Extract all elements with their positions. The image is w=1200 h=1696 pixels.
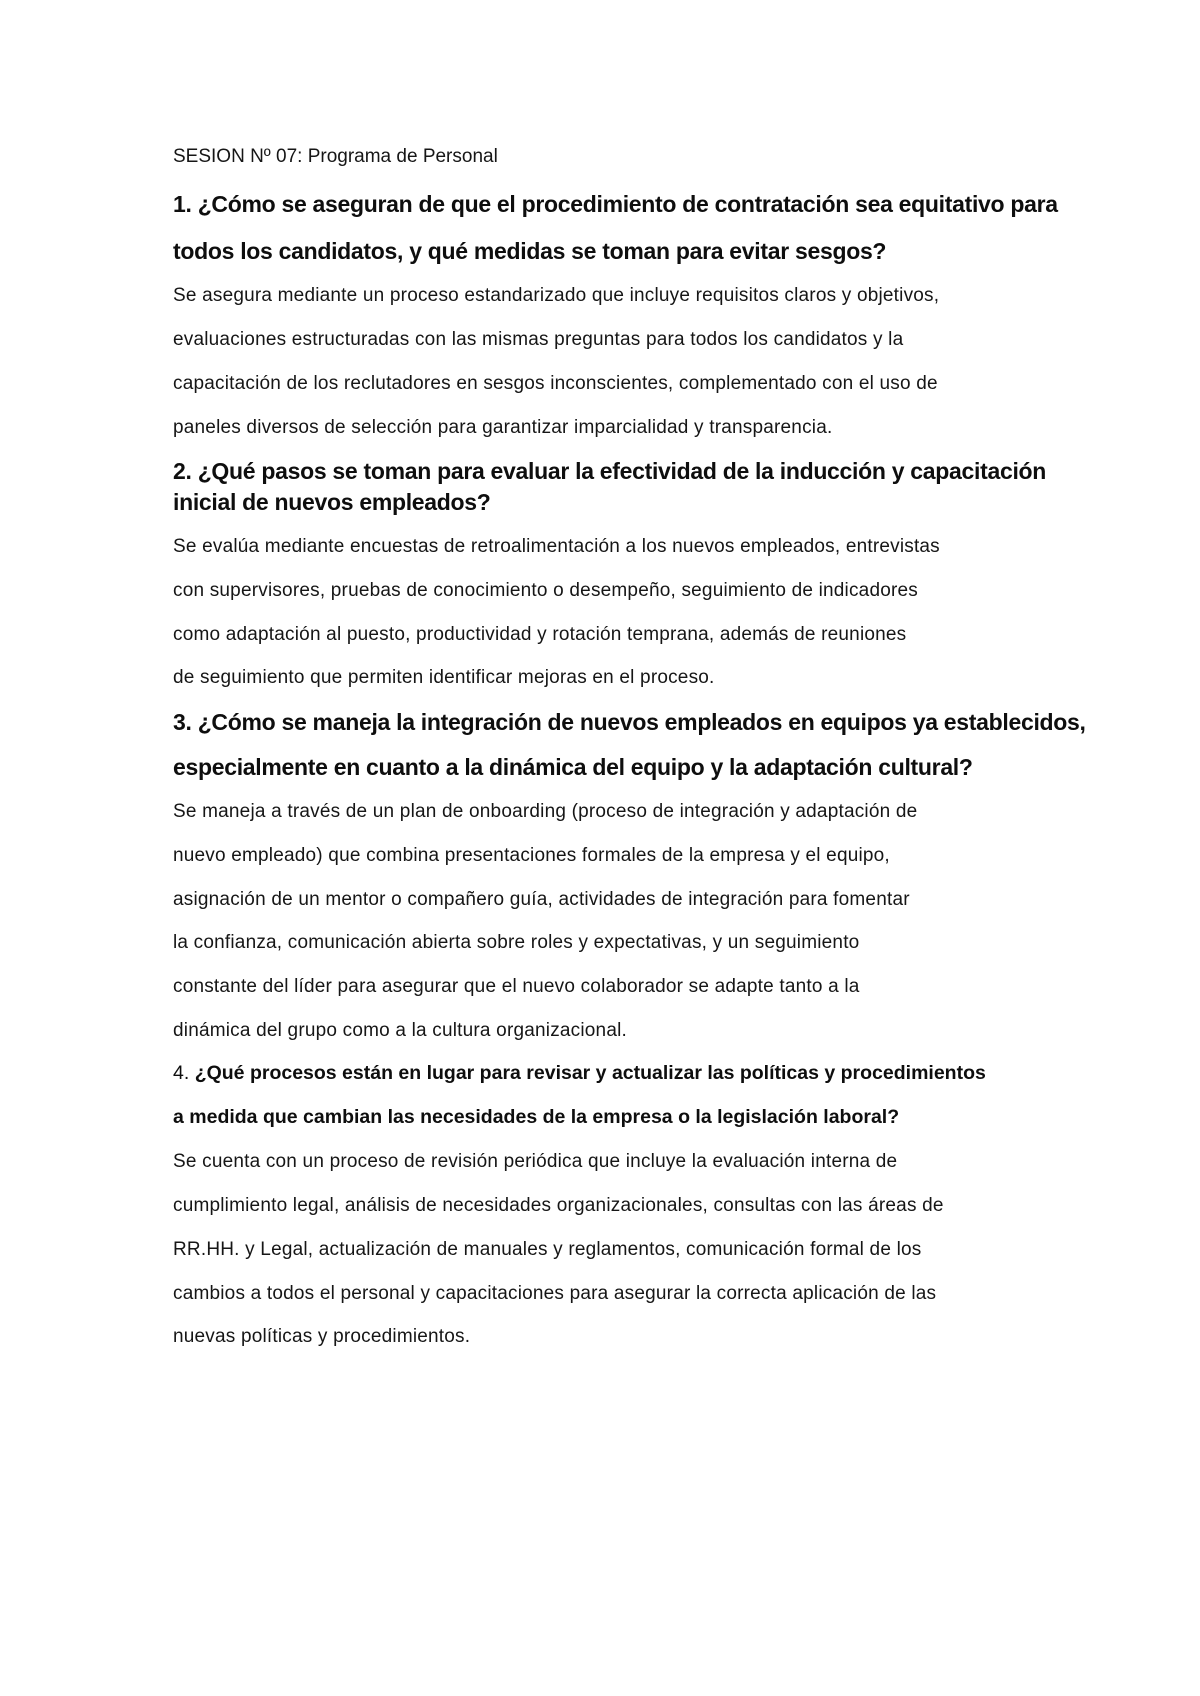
question-heading-line: ¿Cómo se aseguran de que el procedimiento de contratación sea equitativo para (197, 191, 1058, 217)
question-heading-line: ¿Qué pasos se toman para evaluar la efectividad de la inducción y capacitación (197, 458, 1047, 484)
question-number: 1. (173, 191, 192, 217)
question-heading-line: especialmente en cuanto a la dinámica del equipo y la adaptación cultural? (173, 754, 973, 780)
answer-line: constante del líder para asegurar que el nuevo colaborador se adapte tanto a la (173, 976, 860, 997)
question-1-heading (173, 191, 1058, 218)
answer-line: con supervisores, pruebas de conocimiento o desempeño, seguimiento de indicadores (173, 580, 918, 601)
question-heading-line: ¿Cómo se maneja la integración de nuevos empleados en equipos ya establecidos, (197, 709, 1086, 735)
answer-line: Se maneja a través de un plan de onboarding (proceso de integración y adaptación de (173, 801, 918, 822)
question-heading-line: todos los candidatos, y qué medidas se toman para evitar sesgos? (173, 238, 887, 264)
answer-line: evaluaciones estructuradas con las mismas preguntas para todos los candidatos y la (173, 329, 904, 350)
answer-line: de seguimiento que permiten identificar mejoras en el proceso. (173, 667, 715, 688)
answer-line: capacitación de los reclutadores en sesgos inconscientes, complementado con el uso de (173, 373, 938, 394)
answer-line: cambios a todos el personal y capacitaciones para asegurar la correcta aplicación de las (173, 1283, 937, 1304)
answer-line: asignación de un mentor o compañero guía, actividades de integración para fomentar (173, 889, 910, 910)
question-number: 3. (173, 709, 192, 735)
answer-line: Se asegura mediante un proceso estandarizado que incluye requisitos claros y objetivos, (173, 285, 940, 306)
answer-line: como adaptación al puesto, productividad y rotación temprana, además de reuniones (173, 624, 907, 645)
answer-line: paneles diversos de selección para garantizar imparcialidad y transparencia. (173, 417, 833, 438)
answer-line: nuevo empleado) que combina presentaciones formales de la empresa y el equipo, (173, 845, 890, 866)
question-3-heading (173, 709, 1086, 736)
answer-line: nuevas políticas y procedimientos. (173, 1326, 471, 1347)
answer-line: Se cuenta con un proceso de revisión periódica que incluye la evaluación interna de (173, 1151, 898, 1172)
answer-line: RR.HH. y Legal, actualización de manuales y reglamentos, comunicación formal de los (173, 1239, 922, 1260)
question-heading-line: a medida que cambian las necesidades de la empresa o la legislación laboral? (173, 1106, 900, 1128)
question-2-heading (173, 458, 1046, 485)
answer-line: la confianza, comunicación abierta sobre roles y expectativas, y un seguimiento (173, 932, 860, 953)
answer-line: Se evalúa mediante encuestas de retroalimentación a los nuevos empleados, entrevistas (173, 536, 940, 557)
question-number: 2. (173, 458, 192, 484)
question-number: 4. (173, 1062, 190, 1084)
answer-line: dinámica del grupo como a la cultura organizacional. (173, 1020, 627, 1041)
question-heading-line: inicial de nuevos empleados? (173, 489, 491, 515)
answer-line: cumplimiento legal, análisis de necesidades organizacionales, consultas con las áreas de (173, 1195, 944, 1216)
question-4-heading (173, 1062, 986, 1085)
question-heading-line: ¿Qué procesos están en lugar para revisar y actualizar las políticas y procedimientos (194, 1062, 986, 1084)
document-title: SESION Nº 07: Programa de Personal (173, 146, 498, 167)
